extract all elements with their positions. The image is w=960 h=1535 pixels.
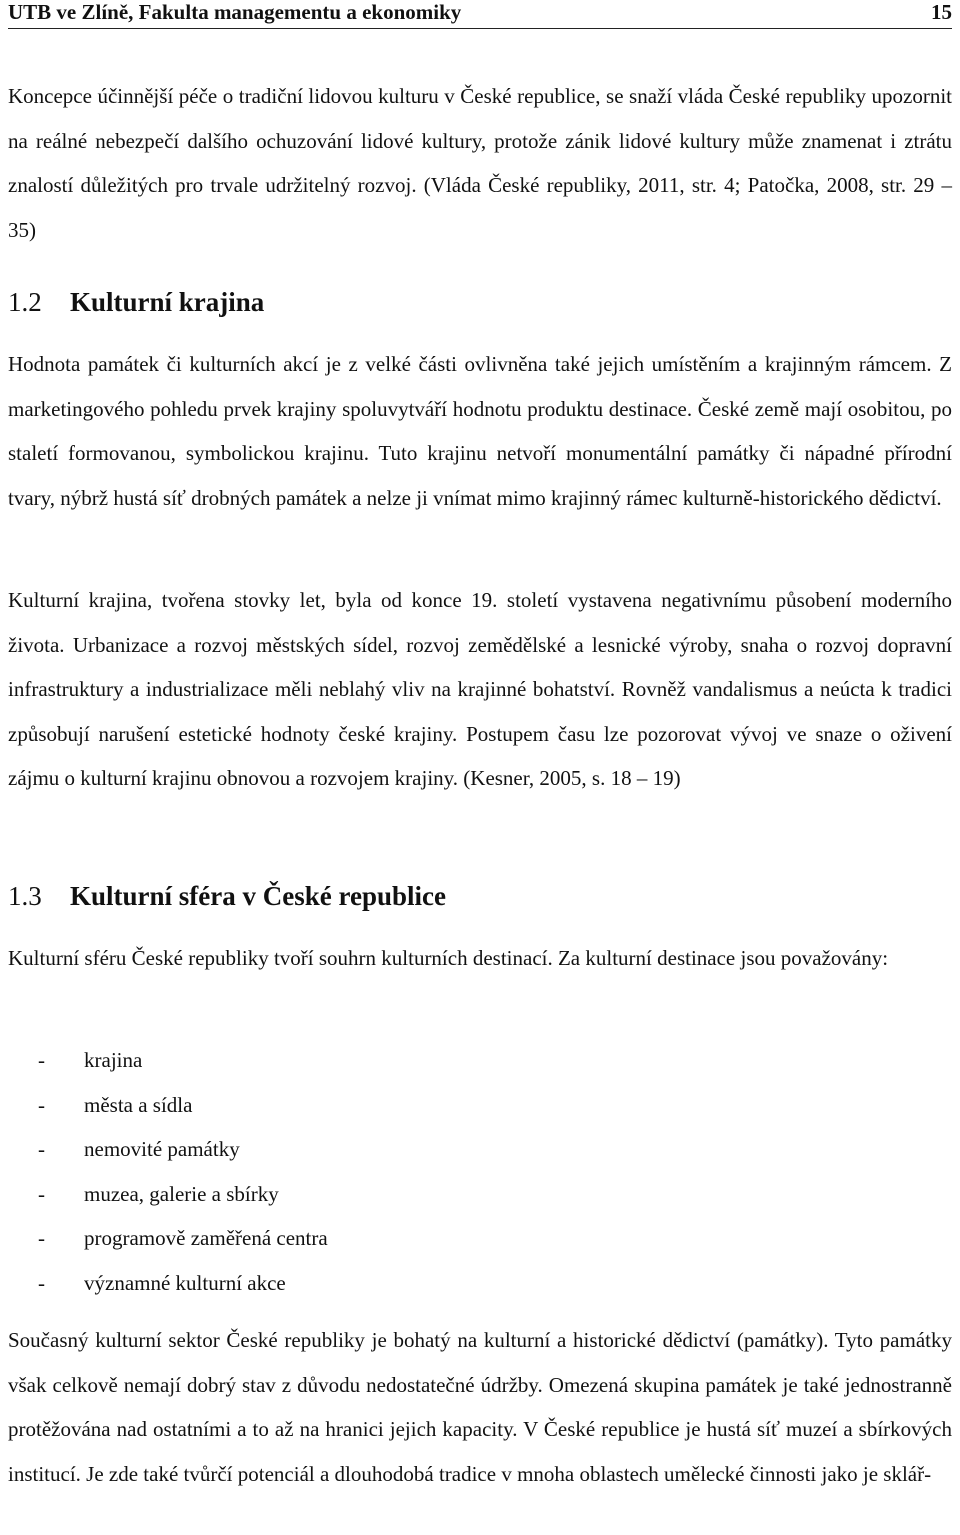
section-title: Kulturní sféra v České republice [70,881,446,911]
list-item: - krajina [8,1038,328,1083]
list-item: - města a sídla [8,1083,328,1128]
section-heading-1-3 [8,878,446,914]
paragraph-landscape-1: Hodnota památek či kulturních akcí je z velké části ovlivněna také jejich umístěním a krajinným rámcem. Z marketingového pohledu prvek krajiny spoluvytváří hodnotu produktu destinace. České země mají osobitou, po staletí formovanou, symbolickou krajinu. Tuto krajinu netvoří monumentální památky či nápadné přírodní tvary, nýbrž hustá síť drobných památek a nelze ji vnímat mimo krajinný rámec kulturně-historického dědictví. [8,352,952,510]
list-dash: - [38,1181,45,1206]
list-dash: - [38,1137,45,1162]
list-item: - programově zaměřená centra [8,1216,328,1261]
list-dash: - [38,1270,45,1295]
header-title: UTB ve Zlíně, Fakulta managementu a ekonomiky [8,0,462,24]
destination-list [8,1038,328,1306]
list-dash: - [38,1048,45,1072]
paragraph-intro: Koncepce účinnější péče o tradiční lidovou kulturu v České republice, se snaží vláda České republiky upozornit na reálné nebezpečí dalšího ochuzování lidové kultury, protože zánik lidové kultury může znamenat i ztrátu znalostí důležitých pro trvale udržitelný rozvoj. (Vláda České republiky, 2011, str. 4; Patočka, 2008, str. 29 – 35) [8,84,952,242]
section-heading-1-2 [8,284,264,320]
list-item: - nemovité památky [8,1127,328,1172]
list-item: - významné kulturní akce [8,1261,328,1306]
page-number: 15 [931,0,952,24]
list-dash: - [38,1226,45,1251]
running-header [8,0,952,29]
section-number: 1.2 [8,287,42,317]
list-item: - muzea, galerie a sbírky [8,1172,328,1217]
paragraph-cultural-sphere-intro: Kulturní sféru České republiky tvoří souhrn kulturních destinací. Za kulturní destinace jsou považovány: [8,946,889,970]
list-dash: - [38,1092,45,1117]
paragraph-landscape-2: Kulturní krajina, tvořena stovky let, byla od konce 19. století vystavena negativnímu působení moderního života. Urbanizace a rozvoj městských sídel, rozvoj zemědělské a lesnické výroby, snaha o rozvoj dopravní infrastruktury a industrializace měli neblahý vliv na krajinné bohatství. Rovněž vandalismus a neúcta k tradici způsobují narušení estetické hodnoty české krajiny. Postupem času lze pozorovat vývoj ve snaze o oživení zájmu o kulturní krajinu obnovou a rozvojem krajiny. (Kesner, 2005, s. 18 – 19) [8,588,952,791]
paragraph-cultural-sector: Současný kulturní sektor České republiky je bohatý na kulturní a historické dědictví (památky). Tyto památky však celkově nemají dobrý stav z důvodu nedostatečné údržby. Omezená skupina památek je také jednostranně protěžována nad ostatními a to až na hranici jejich kapacity. V České republice je hustá síť muzeí a sbírkových institucí. Je zde také tvůrčí potenciál a dlouhodobá tradice v mnoha oblastech umělecké činnosti jako je sklář- [8,1328,952,1486]
section-number: 1.3 [8,881,42,911]
section-title: Kulturní krajina [70,287,265,317]
